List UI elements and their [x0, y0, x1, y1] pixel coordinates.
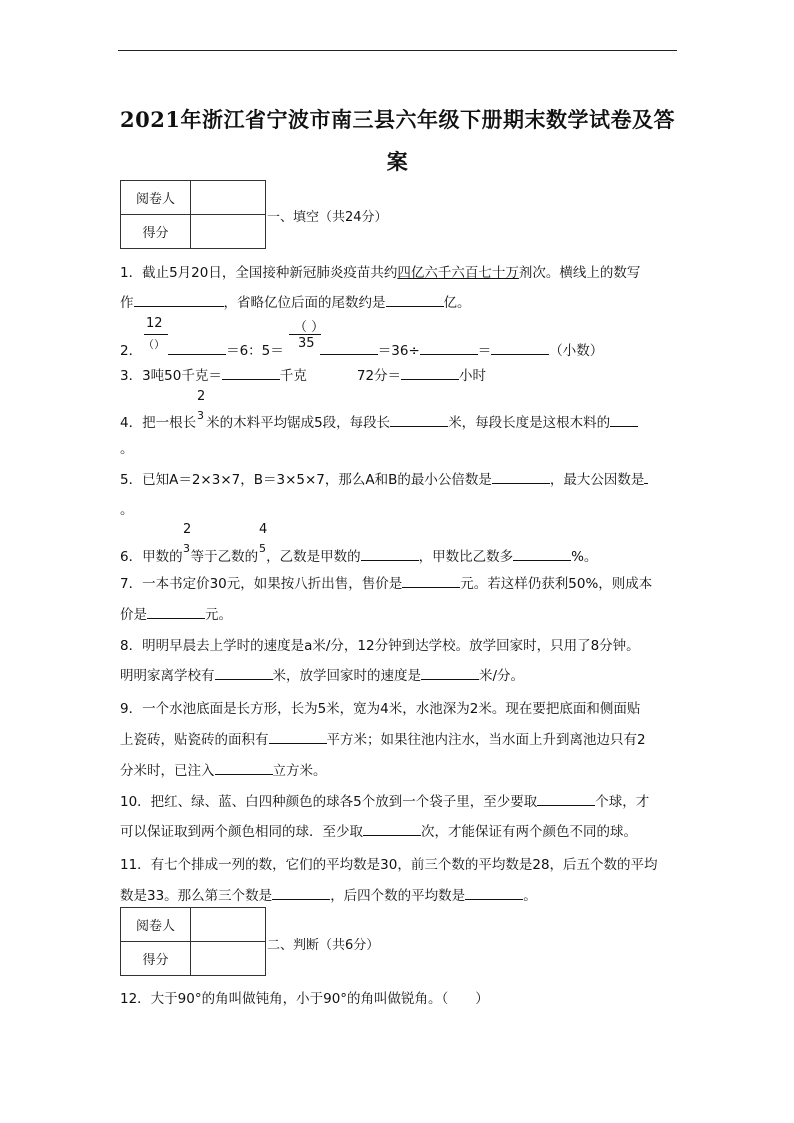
- grader-label: 阅卷人: [121, 181, 191, 215]
- q4-text-c: 米，每段长度是这根木料的: [448, 415, 611, 431]
- score-label: 得分: [121, 215, 191, 249]
- q4-frac-den: 3: [197, 409, 204, 422]
- answer-blank[interactable]: [491, 342, 549, 355]
- q10-line1: [120, 790, 649, 810]
- q5-line2: 。: [120, 502, 134, 518]
- score-cell: [191, 215, 266, 249]
- q2-line: [120, 339, 603, 359]
- q6-frac1-num: 2: [183, 522, 192, 537]
- q5-text-b: ，最大公因数是: [549, 472, 645, 488]
- q6-text-d: ，甲数比乙数多: [418, 549, 514, 565]
- q1-text-c1: 作: [120, 295, 134, 311]
- q10-line2: [120, 820, 637, 840]
- q4-text: 4．把一根长: [120, 415, 197, 431]
- answer-blank[interactable]: [420, 342, 478, 355]
- answer-blank[interactable]: [168, 342, 226, 355]
- q6-text-e: %。: [571, 549, 598, 565]
- answer-blank[interactable]: [401, 367, 459, 380]
- q2-text-c: ＝: [477, 343, 492, 359]
- q7-text-c: 价是: [120, 607, 147, 623]
- section-1-title: 一、填空（共24分）: [267, 210, 388, 225]
- q3-text-d: 小时: [459, 368, 487, 384]
- answer-blank[interactable]: [222, 367, 280, 380]
- answer-blank[interactable]: [610, 414, 638, 427]
- q2-frac1-bar: [144, 334, 168, 335]
- q3-text-c: 72分＝: [356, 368, 402, 384]
- q11-line2: [120, 884, 537, 904]
- section-2-title: 二、判断（共6分）: [267, 938, 380, 953]
- answer-blank[interactable]: [361, 548, 419, 561]
- q1-line1: [120, 261, 640, 281]
- q6-frac2-den: 5: [259, 542, 266, 555]
- q1-line2: [120, 291, 471, 311]
- answer-blank[interactable]: [402, 575, 460, 588]
- answer-blank[interactable]: [386, 294, 444, 307]
- answer-blank[interactable]: [215, 667, 273, 680]
- q9-line1: 9．一个水池底面是长方形，长为5米，宽为4米，水池深为2米。现在要把底面和侧面贴: [120, 701, 641, 717]
- q2-frac2-num: （ ）: [294, 320, 325, 335]
- score-cell: [191, 942, 266, 976]
- q1-text: 1．截止5月20日，全国接种新冠肺炎疫苗共约: [120, 265, 398, 281]
- answer-blank[interactable]: [320, 342, 378, 355]
- answer-blank[interactable]: [147, 606, 205, 619]
- q11-line1: 11．有七个排成一列的数，它们的平均数是30，前三个数的平均数是28，后五个数的平均: [120, 857, 658, 873]
- answer-blank[interactable]: [492, 471, 550, 484]
- q2-text-d: （小数）: [549, 343, 604, 359]
- q9-text-b: 上瓷砖，贴瓷砖的面积有: [120, 732, 269, 748]
- q2-text: ＝6：5＝: [226, 343, 284, 359]
- q2-frac1-den: （）: [143, 338, 165, 351]
- q8-text-c: 米，放学回家时的速度是: [272, 668, 421, 684]
- page-title-cont: 案: [386, 149, 409, 174]
- q9-line2: [120, 728, 646, 748]
- q6-frac1-den: 3: [183, 542, 190, 555]
- q4-line1: [120, 411, 638, 431]
- grader-cell: [191, 908, 266, 942]
- answer-blank[interactable]: [390, 414, 448, 427]
- grader-label: 阅卷人: [121, 908, 191, 942]
- q5-line1: [120, 468, 648, 488]
- q7-line1: [120, 572, 652, 592]
- q8-line1: 8．明明早晨去上学时的速度是a米/分，12分钟到达学校。放学回家时，只用了8分钟。: [120, 638, 640, 654]
- q9-line3: [120, 759, 327, 779]
- answer-blank[interactable]: [465, 887, 523, 900]
- answer-blank[interactable]: [215, 762, 273, 775]
- q4-line2: 。: [120, 441, 134, 457]
- q7-text-d: 元。: [205, 607, 232, 623]
- q11-text-c: ，后四个数的平均数是: [330, 888, 466, 904]
- q9-text-e: 立方米。: [272, 763, 327, 779]
- q2-text-b: ＝36÷: [377, 343, 420, 359]
- answer-blank[interactable]: [537, 793, 595, 806]
- q2-number: 2．: [120, 343, 143, 359]
- q8-text-b: 明明家离学校有: [120, 668, 215, 684]
- q3-text-b: 千克: [279, 368, 307, 384]
- score-table-2: [120, 907, 266, 976]
- page-title: 2021年浙江省宁波市南三县六年级下册期末数学试卷及答: [120, 107, 675, 132]
- answer-blank[interactable]: [421, 667, 479, 680]
- q6-text: 6．甲数的: [120, 549, 183, 565]
- q10-text-c: 可以保证取到两个颜色相同的球．至少取: [120, 824, 363, 840]
- q6-line: [120, 545, 597, 565]
- q10-text: 10．把红、绿、蓝、白四种颜色的球各5个放到一个袋子里，至少要取: [120, 794, 538, 810]
- q6-text-b: 等于乙数的: [190, 549, 259, 565]
- top-rule: [118, 50, 677, 51]
- q1-text-c2: ，省略亿位后面的尾数约是: [223, 295, 386, 311]
- answer-blank[interactable]: [644, 471, 648, 484]
- answer-blank[interactable]: [513, 548, 571, 561]
- q9-text-c: 平方米；如果往池内注水，当水面上升到离池边只有2: [326, 732, 646, 748]
- q6-text-c: ，乙数是甲数的: [266, 549, 361, 565]
- q2-frac2-bar: [289, 334, 321, 335]
- grader-cell: [191, 181, 266, 215]
- q2-frac1-num: 12: [146, 316, 163, 331]
- q7-text: 7．一本书定价30元，如果按八折出售，售价是: [120, 576, 403, 592]
- q12-line: 12．大于90°的角叫做钝角，小于90°的角叫做锐角。（ ）: [120, 991, 489, 1007]
- q4-text-b: 米的木料平均锯成5段，每段长: [206, 415, 391, 431]
- q7-line2: [120, 603, 232, 623]
- answer-blank[interactable]: [134, 294, 224, 307]
- q10-text-b: 个球，才: [595, 794, 650, 810]
- q4-frac-num: 2: [197, 389, 206, 404]
- score-label: 得分: [121, 942, 191, 976]
- q1-underlined-number: 四亿六千六百七十万: [397, 265, 519, 281]
- q11-text-b: 数是33。那么第三个数是: [120, 888, 273, 904]
- score-table-1: [120, 180, 266, 249]
- q10-text-d: 次，才能保证有两个颜色不同的球。: [421, 824, 637, 840]
- answer-blank[interactable]: [269, 731, 327, 744]
- q11-text-d: 。: [523, 888, 537, 904]
- q1-text-b: 剂次。横线上的数写: [518, 265, 641, 281]
- q5-text: 5．已知A＝2×3×7，B＝3×5×7，那么A和B的最小公倍数是: [120, 472, 492, 488]
- q3-line: [120, 364, 486, 384]
- q8-line2: [120, 664, 524, 684]
- q8-text-d: 米/分。: [479, 668, 525, 684]
- q9-text-d: 分米时，已注入: [120, 763, 215, 779]
- q7-text-b: 元。若这样仍获利50%，则成本: [460, 576, 653, 592]
- q2-frac2-den: 35: [298, 336, 315, 351]
- q3-text: 3．3吨50千克＝: [120, 368, 222, 384]
- q6-frac2-num: 4: [259, 522, 268, 537]
- q1-text-c3: 亿。: [443, 295, 471, 311]
- answer-blank[interactable]: [272, 887, 330, 900]
- answer-blank[interactable]: [363, 823, 421, 836]
